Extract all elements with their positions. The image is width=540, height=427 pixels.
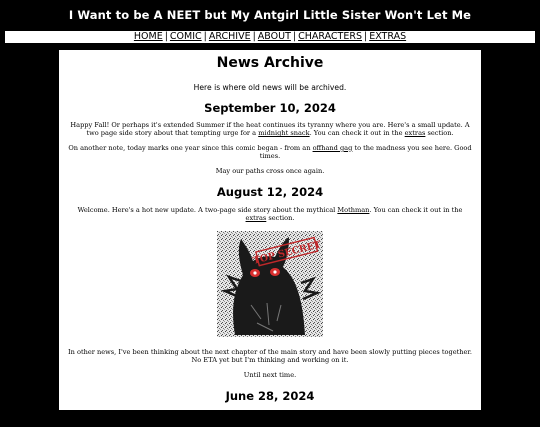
offhand-gag-link[interactable]: offhand gag	[312, 143, 353, 152]
midnight-snack-link[interactable]: midnight snack	[258, 129, 310, 138]
post-date: September 10, 2024	[204, 100, 336, 115]
post-paragraph: May our paths cross once again.	[215, 166, 325, 175]
nav-separator: |	[252, 31, 256, 42]
nav-separator: |	[164, 31, 168, 42]
post-paragraph: Happy Fall! Or perhaps it's extended Summer if the heat continues its tyranny where you are. Here's a small update. A two page side story about that tempting urge for a midnight snack. You can check it out in the extras section.	[70, 120, 470, 138]
extras-link[interactable]: extras	[245, 214, 267, 223]
page-title: News Archive	[216, 55, 324, 71]
site-title: I Want to be A NEET but My Antgirl Little Sister Won't Let Me	[68, 8, 472, 22]
mothman-image[interactable]	[217, 231, 323, 337]
concept-work-link[interactable]: behind the scenes concept work	[227, 409, 336, 418]
nav-separator: |	[364, 31, 368, 42]
post-paragraph: Until next time.	[243, 370, 297, 379]
post-paragraph: On another note, today marks one year since this comic began - from an offhand gag to the madness you see here. Good times.	[68, 143, 472, 161]
mothman-link[interactable]: Mothman	[337, 205, 370, 214]
post-paragraph: Welcome. Here's a hot new update. A two-page side story about the mythical Mothman. You can check it out in the extras section.	[77, 205, 463, 223]
nav-separator: |	[203, 31, 207, 42]
nav-archive[interactable]: ARCHIVE	[208, 31, 251, 42]
post-date: August 12, 2024	[216, 184, 324, 199]
nav-about[interactable]: ABOUT	[257, 31, 291, 42]
post-paragraph: Hello hello. Minor update here. Posted some behind the scenes concept work. You can check them out in the extras section.	[76, 409, 464, 427]
extras-link[interactable]: extras	[404, 129, 426, 138]
extras-link[interactable]: extras	[442, 409, 464, 418]
nav-home[interactable]: HOME	[133, 31, 163, 42]
post-paragraph: In other news, I've been thinking about the next chapter of the main story and have been slowly putting pieces together. No ETA yet but I'm thinking and working on it.	[68, 347, 472, 365]
post-date: June 28, 2024	[225, 388, 315, 403]
svg-text:TOP SECRET: TOP SECRET	[251, 238, 323, 267]
nav-comic[interactable]: COMIC	[169, 31, 202, 42]
nav-characters[interactable]: CHARACTERS	[298, 31, 362, 42]
nav-extras[interactable]: EXTRAS	[369, 31, 407, 42]
news-panel	[59, 50, 481, 427]
page-intro: Here is where old news will be archived.	[193, 83, 347, 92]
main-nav	[5, 31, 535, 43]
nav-separator: |	[292, 31, 297, 42]
